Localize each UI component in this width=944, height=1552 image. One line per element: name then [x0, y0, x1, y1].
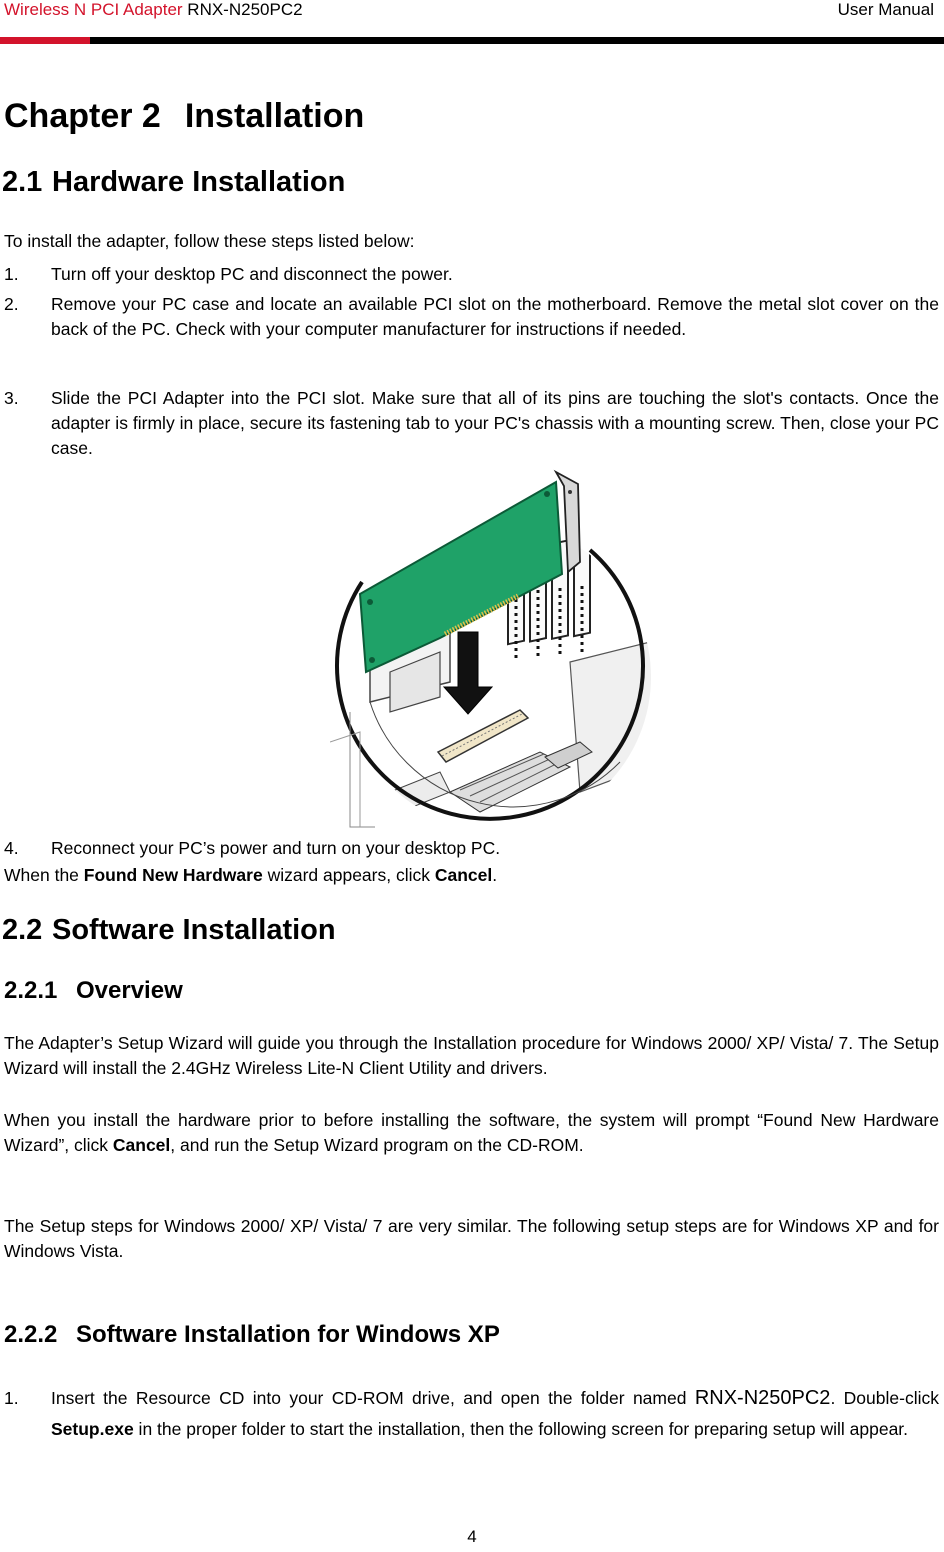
header-rule	[90, 37, 944, 44]
note-text: When the	[4, 865, 84, 885]
section-title: Overview	[76, 977, 183, 1004]
chapter-label: Chapter 2	[4, 97, 161, 135]
step-text: Slide the PCI Adapter into the PCI slot. Make sure that all of its pins are touching the slot's contacts. Once the adapter is firmly in place, secure its fastening tab to your PC's chassis with a mounting screw. Then, close your PC case.	[51, 388, 939, 458]
hw-step-3	[4, 386, 939, 461]
step-number: 4.	[4, 838, 19, 858]
step-text: Turn off your desktop PC and disconnect the power.	[51, 264, 453, 284]
section-heading-2-1	[2, 164, 345, 200]
step-number: 3.	[4, 388, 19, 408]
header-product-name: Wireless N PCI Adapter	[4, 0, 183, 19]
hw-intro: To install the adapter, follow these steps listed below:	[4, 231, 415, 251]
step-text-part: Insert the Resource CD into your CD-ROM drive, and open the folder named	[51, 1388, 695, 1408]
step-text-part: . Double-click	[830, 1388, 939, 1408]
paragraph-text: When you install the hardware prior to before installing the software, the system will prompt “Found New Hardware Wizard”, click	[4, 1110, 939, 1155]
chapter-title	[4, 94, 364, 138]
step-text	[51, 1383, 939, 1445]
section-number: 2.2	[2, 914, 43, 946]
note-text: wizard appears, click	[262, 865, 435, 885]
note-text: .	[492, 865, 498, 885]
note-emphasis: Cancel	[434, 865, 493, 885]
step-text: Reconnect your PC’s power and turn on your desktop PC.	[51, 838, 501, 858]
file-name: Setup.exe	[51, 1419, 134, 1439]
section-heading-2-2-1	[4, 976, 183, 1006]
section-title: Software Installation	[52, 914, 336, 946]
section-title: Software Installation for Windows XP	[76, 1321, 500, 1348]
section-heading-2-2	[2, 912, 336, 948]
section-title: Hardware Installation	[52, 166, 346, 198]
hw-step-2	[4, 292, 939, 342]
section-number: 2.2.2	[4, 1321, 58, 1348]
overview-paragraph-2	[4, 1108, 939, 1158]
step-text: Remove your PC case and locate an available PCI slot on the motherboard. Remove the metal slot cover on the back of the PC. Check with your computer manufacturer for instructions if needed.	[51, 294, 939, 339]
section-number: 2.1	[2, 166, 43, 198]
section-heading-2-2-2	[4, 1320, 500, 1350]
folder-name: RNX-N250PC2	[694, 1387, 831, 1409]
header-doc-type: User Manual	[837, 0, 934, 19]
step-number: 2.	[4, 294, 19, 314]
section-number: 2.2.1	[4, 977, 58, 1004]
chapter-name: Installation	[184, 97, 365, 135]
header-rule-accent	[0, 37, 90, 44]
hw-after-note	[4, 863, 939, 888]
running-header	[4, 0, 303, 20]
step-number: 1.	[4, 1388, 19, 1408]
page-number: 4	[467, 1527, 477, 1546]
overview-paragraph-1: The Adapter’s Setup Wizard will guide you through the Installation procedure for Windows 2000/ XP/ Vista/ 7. The Setup Wizard will install the 2.4GHz Wireless Lite-N Client Utility and drivers.	[4, 1033, 939, 1078]
step-number: 1.	[4, 264, 19, 284]
overview-paragraph-3: The Setup steps for Windows 2000/ XP/ Vista/ 7 are very similar. The following setup steps are for Windows XP and for Windows Vista.	[4, 1216, 939, 1261]
xp-step-1	[4, 1383, 939, 1445]
hw-step-4	[4, 836, 939, 861]
step-text-part: in the proper folder to start the installation, then the following screen for preparing setup will appear.	[133, 1419, 909, 1439]
paragraph-text: , and run the Setup Wizard program on the CD-ROM.	[170, 1135, 584, 1155]
pci-installation-illustration	[330, 462, 660, 832]
note-emphasis: Found New Hardware	[83, 865, 263, 885]
hw-step-1	[4, 262, 939, 287]
header-model: RNX-N250PC2	[182, 0, 303, 19]
paragraph-emphasis: Cancel	[112, 1135, 171, 1155]
